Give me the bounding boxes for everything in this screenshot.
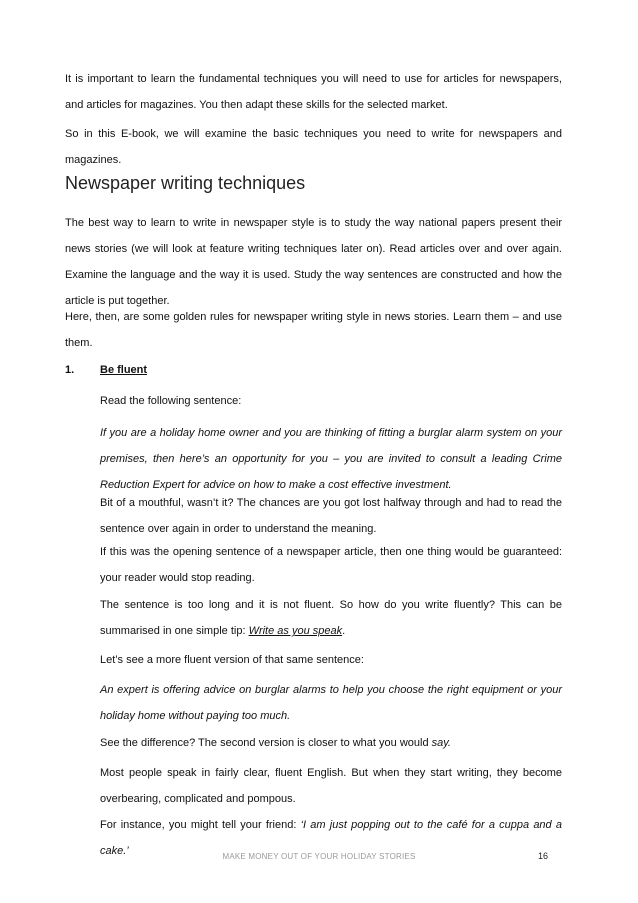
fluent-tip-paragraph bbox=[100, 592, 562, 644]
golden-rules-paragraph: Here, then, are some golden rules for newspaper writing style in news stories. Learn them – and use them. bbox=[65, 311, 562, 349]
example-sentence-fluent: An expert is offering advice on burglar alarms to help you choose the right equipment or your holiday home without paying too much. bbox=[100, 684, 562, 722]
friend-example-text: For instance, you might tell your friend: bbox=[100, 819, 301, 831]
study-paragraph: The best way to learn to write in newspaper style is to study the way national papers present their news stories (we will look at feature writing techniques later on). Read articles over and over again. Examine the language and the way it is used. Study the way sentences are constructed and how the article is put together. bbox=[65, 217, 562, 307]
page-number: 16 bbox=[538, 851, 549, 861]
opening-sentence-paragraph: If this was the opening sentence of a newspaper article, then one thing would be guaranteed: your reader would stop reading. bbox=[100, 546, 562, 584]
fluent-tip-text: The sentence is too long and it is not fluent. So how do you write fluently? This can be summarised in one simple tip: bbox=[100, 599, 562, 637]
fluent-tip-end: . bbox=[342, 625, 346, 637]
footer-title: MAKE MONEY OUT OF YOUR HOLIDAY STORIES bbox=[222, 852, 416, 861]
example-sentence-long: If you are a holiday home owner and you are thinking of fitting a burglar alarm system on your premises, then here’s an opportunity for you – you are invited to consult a leading Crime Reduction Expert for advice on how to make a cost effective investment. bbox=[100, 427, 562, 491]
list-title: Be fluent bbox=[100, 364, 148, 376]
read-sentence-line: Read the following sentence: bbox=[100, 395, 242, 407]
intro-paragraph: It is important to learn the fundamental techniques you will need to use for articles for newspapers, and articles for magazines. You then adapt these skills for the selected market. bbox=[65, 73, 562, 111]
fluent-version-line: Let’s see a more fluent version of that same sentence: bbox=[100, 654, 364, 666]
ebook-paragraph: So in this E-book, we will examine the basic techniques you need to write for newspapers and magazines. bbox=[65, 128, 562, 166]
speak-english-paragraph: Most people speak in fairly clear, fluent English. But when they start writing, they become overbearing, complicated and pompous. bbox=[100, 767, 562, 805]
section-heading: Newspaper writing techniques bbox=[65, 173, 306, 193]
difference-paragraph bbox=[100, 730, 562, 756]
list-number: 1. bbox=[65, 364, 75, 376]
write-as-you-speak-link[interactable]: Write as you speak bbox=[248, 625, 343, 637]
difference-say: say. bbox=[431, 737, 451, 749]
mouthful-paragraph: Bit of a mouthful, wasn’t it? The chances are you got lost halfway through and had to read the sentence over again in order to understand the meaning. bbox=[100, 497, 562, 535]
friend-example-quote: ‘I am just popping out to the café for a cuppa and a cake.’ bbox=[100, 819, 562, 857]
difference-text: See the difference? The second version is closer to what you would bbox=[100, 737, 432, 749]
